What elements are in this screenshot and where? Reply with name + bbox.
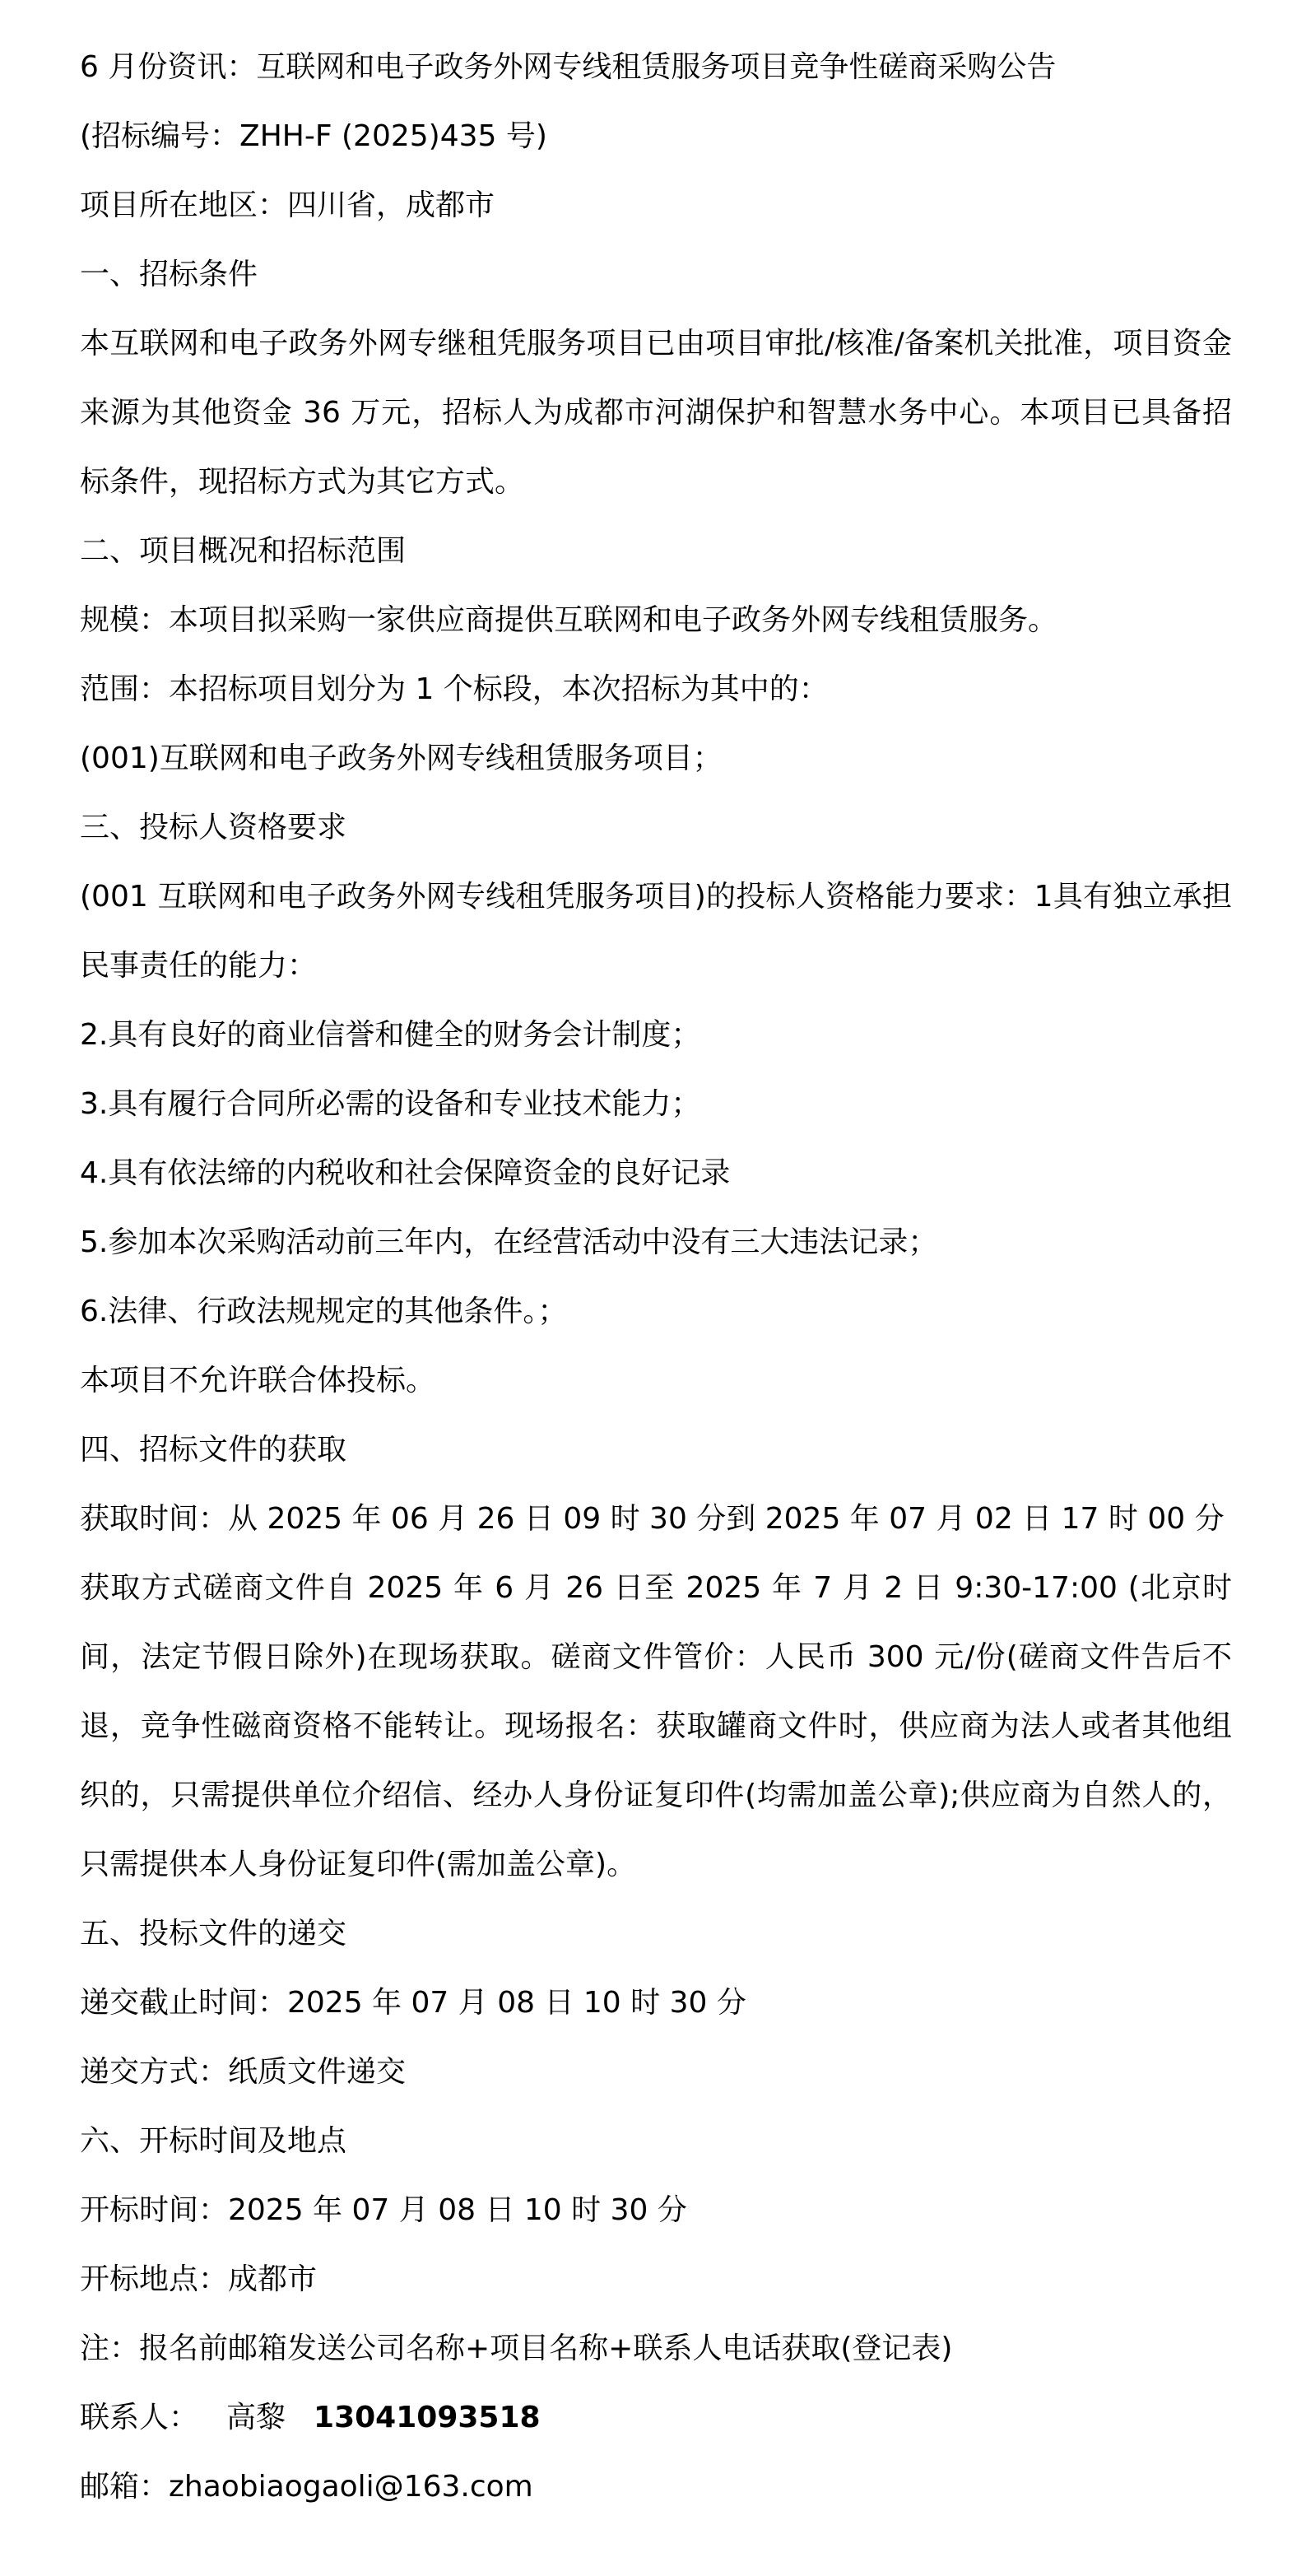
opening-place: 开标地点：成都市 (80, 2262, 318, 2296)
contact-label: 联系人： (80, 2401, 199, 2434)
qualification-item: 6.法律、行政法规规定的其他条件。； (80, 1295, 568, 1328)
bid-number: (招标编号：ZHH-F (2025)435 号) (80, 119, 547, 153)
qualification-intro: (001 互联网和电子政务外网专线租凭服务项目)的投标人资格能力要求：1具有独立承担民事责任的能力： (80, 880, 1232, 983)
section-heading-conditions: 一、招标条件 (80, 258, 258, 291)
document-acquisition-method: 获取方式磋商文件自 2025 年 6 月 26 日至 2025 年 7 月 2 日 9:30-17:00 (北京时间，法定节假日除外)在现场获取。磋商文件管价：人民币 300 元/份(磋商文件告后不退，竞争性磁商资格不能转让。现场报名：获取罐商文件时，供应商为法人或者其他组织的，只需提供单位介绍信、经办人身份证复印件(均需加盖公章);供应商为自然人的，只需提供本人身份证复印件(需加盖公章)。 (80, 1571, 1232, 1881)
section-heading-documents: 四、招标文件的获取 (80, 1433, 347, 1467)
section-heading-overview: 二、项目概况和招标范围 (80, 534, 407, 568)
qualification-item: 4.具有依法缔的内税收和社会保障资金的良好记录 (80, 1156, 731, 1190)
announcement-title: 6 月份资讯：互联网和电子政务外网专线租赁服务项目竞争性磋商采购公告 (80, 50, 1057, 84)
consortium-note: 本项目不允许联合体投标。 (80, 1364, 436, 1397)
document-acquisition-time: 获取时间：从 2025 年 06 月 26 日 09 时 30 分到 2025 年 07 月 02 日 17 时 00 分 (80, 1502, 1225, 1536)
qualification-item: 3.具有履行合同所必需的设备和专业技术能力； (80, 1087, 701, 1121)
submission-method: 递交方式：纸质文件递交 (80, 2055, 407, 2089)
section-heading-submission: 五、投标文件的递交 (80, 1917, 347, 1951)
qualification-item: 2.具有良好的商业信誉和健全的财务会计制度； (80, 1018, 701, 1052)
project-region: 项目所在地区：四川省，成都市 (80, 188, 495, 222)
project-scope: 范围：本招标项目划分为 1 个标段，本次招标为其中的： (80, 672, 829, 706)
section-heading-opening: 六、开标时间及地点 (80, 2124, 347, 2158)
opening-time: 开标时间：2025 年 07 月 08 日 10 时 30 分 (80, 2193, 687, 2227)
section-heading-qualifications: 三、投标人资格要求 (80, 811, 347, 844)
contact-phone: 13041093518 (314, 2401, 541, 2434)
contact-name: 高黎 (226, 2401, 286, 2434)
project-lot: (001)互联网和电子政务外网专线租赁服务项目； (80, 742, 723, 775)
announcement-document (80, 33, 1232, 2522)
submission-deadline: 递交截止时间：2025 年 07 月 08 日 10 时 30 分 (80, 1986, 746, 2020)
qualification-item: 5.参加本次采购活动前三年内，在经营活动中没有三大违法记录； (80, 1225, 938, 1259)
registration-note: 注：报名前邮箱发送公司名称+项目名称+联系人电话获取(登记表) (80, 2332, 953, 2365)
contact-email: 邮箱：zhaobiaogaoli@163.com (80, 2470, 533, 2504)
contact-line (80, 2383, 1232, 2453)
project-scale: 规模：本项目拟采购一家供应商提供互联网和电子政务外网专线租赁服务。 (80, 603, 1058, 637)
conditions-paragraph: 本互联网和电子政务外网专继租凭服务项目已由项目审批/核准/备案机关批准，项目资金来源为其他资金 36 万元，招标人为成都市河湖保护和智慧水务中心。本项目已具备招标条件，现招标方式为其它方式。 (80, 327, 1232, 499)
